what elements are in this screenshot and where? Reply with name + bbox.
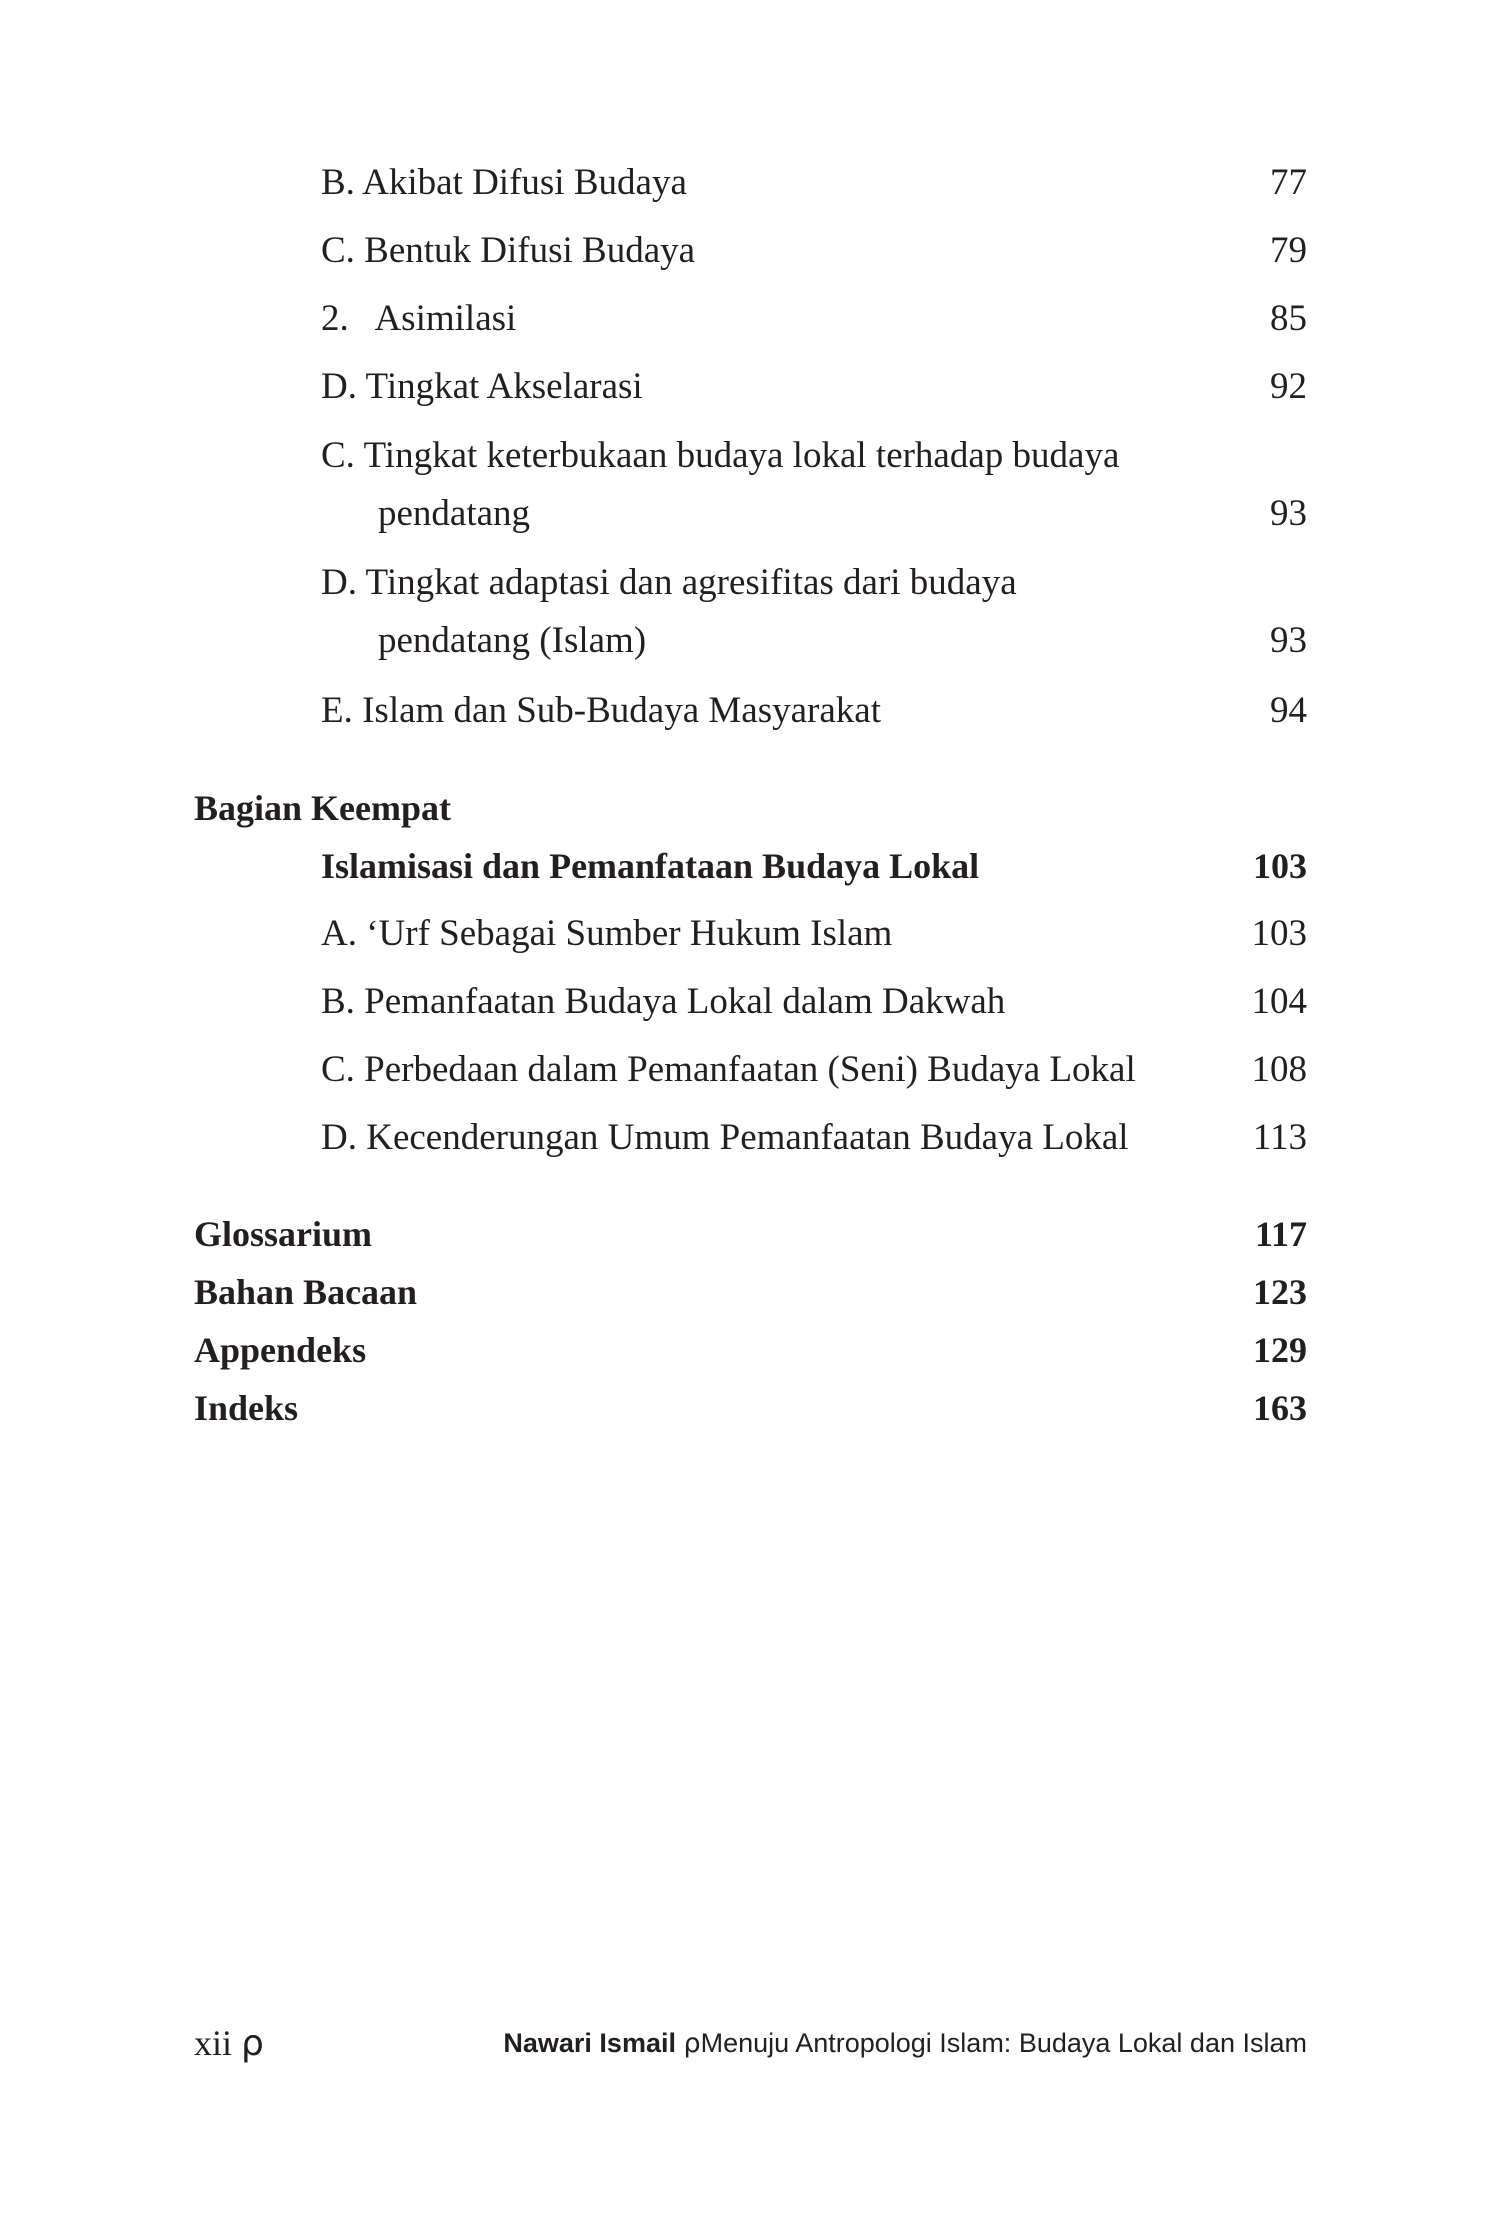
toc-entry	[321, 357, 1307, 417]
toc-entry	[321, 972, 1307, 1032]
part-title-page: 103	[1253, 846, 1307, 886]
back-matter-label: Appendeks	[194, 1330, 367, 1370]
toc-entry	[321, 1040, 1307, 1100]
toc-entry-label: A. ‘Urf Sebagai Sumber Hukum Islam	[321, 913, 893, 954]
toc-entry	[321, 904, 1307, 964]
toc-entry-label: C. Bentuk Difusi Budaya	[321, 230, 696, 271]
back-matter-page: 117	[1254, 1214, 1307, 1254]
toc-entry-label: B. Pemanfaatan Budaya Lokal dalam Dakwah	[321, 981, 1006, 1022]
back-matter-label: Indeks	[194, 1388, 299, 1428]
toc-entry-label: D. Kecenderungan Umum Pemanfaatan Budaya Lokal	[321, 1117, 1129, 1158]
toc-entry-page: 113	[1252, 1117, 1307, 1158]
toc-entry-page: 93	[1270, 493, 1307, 534]
toc-entry	[321, 428, 1307, 548]
toc-entry-page: 93	[1270, 620, 1307, 661]
toc-entry-page: 108	[1251, 1049, 1307, 1090]
toc-entry-label: C. Perbedaan dalam Pemanfaatan (Seni) Budaya Lokal	[321, 1049, 1136, 1090]
rho-separator-icon: ρ	[241, 2023, 264, 2064]
toc-entry-page: 77	[1270, 162, 1307, 203]
toc-entry-label: D. Tingkat Akselarasi	[321, 366, 643, 407]
book-title: Menuju Antropologi Islam: Budaya Lokal dan Islam	[700, 2028, 1307, 2058]
toc-entry-label: C. Tingkat keterbukaan budaya lokal terhadap budaya	[321, 435, 1120, 476]
part-heading: Bagian Keempat	[194, 788, 451, 828]
back-matter-page: 129	[1253, 1330, 1307, 1370]
toc-entry-label: 2. Asimilasi	[321, 298, 517, 339]
back-matter-label: Bahan Bacaan	[194, 1272, 418, 1312]
page-footer	[194, 2018, 1307, 2068]
rho-separator-icon: ρ	[683, 2028, 701, 2059]
toc-entry	[321, 289, 1307, 349]
toc-entry-page: 103	[1251, 913, 1307, 954]
part-title: Islamisasi dan Pemanfataan Budaya Lokal	[321, 846, 980, 886]
toc-entry-page: 94	[1270, 690, 1307, 731]
toc-entry-page: 92	[1270, 366, 1307, 407]
toc-entry	[321, 221, 1307, 281]
part-title-entry	[321, 837, 1307, 895]
running-footer	[503, 2018, 1307, 2069]
folio-text: xii	[194, 2023, 233, 2063]
toc-entry-page: 85	[1270, 298, 1307, 339]
back-matter-label: Glossarium	[194, 1214, 373, 1254]
toc-entry-page: 79	[1270, 230, 1307, 271]
back-matter-entry	[194, 1321, 1307, 1379]
author-name: Nawari Ismail	[503, 2028, 676, 2058]
back-matter-entry	[194, 1379, 1307, 1437]
toc-entry	[321, 1108, 1307, 1168]
page-number	[194, 2018, 264, 2069]
toc-entry	[321, 555, 1307, 675]
toc-entry-label-continued: pendatang	[378, 493, 531, 534]
toc-entry	[321, 153, 1307, 213]
toc-entry-page: 104	[1251, 981, 1307, 1022]
toc-entry	[321, 681, 1307, 741]
back-matter-entry	[194, 1263, 1307, 1321]
back-matter-page: 163	[1253, 1388, 1307, 1428]
toc-entry-label: D. Tingkat adaptasi dan agresifitas dari budaya	[321, 562, 1017, 603]
back-matter-page: 123	[1253, 1272, 1307, 1312]
toc-entry-label: B. Akibat Difusi Budaya	[321, 162, 687, 203]
toc-entry-label-continued: pendatang (Islam)	[378, 620, 647, 661]
toc-entry-label: E. Islam dan Sub-Budaya Masyarakat	[321, 690, 881, 731]
back-matter-entry	[194, 1205, 1307, 1263]
